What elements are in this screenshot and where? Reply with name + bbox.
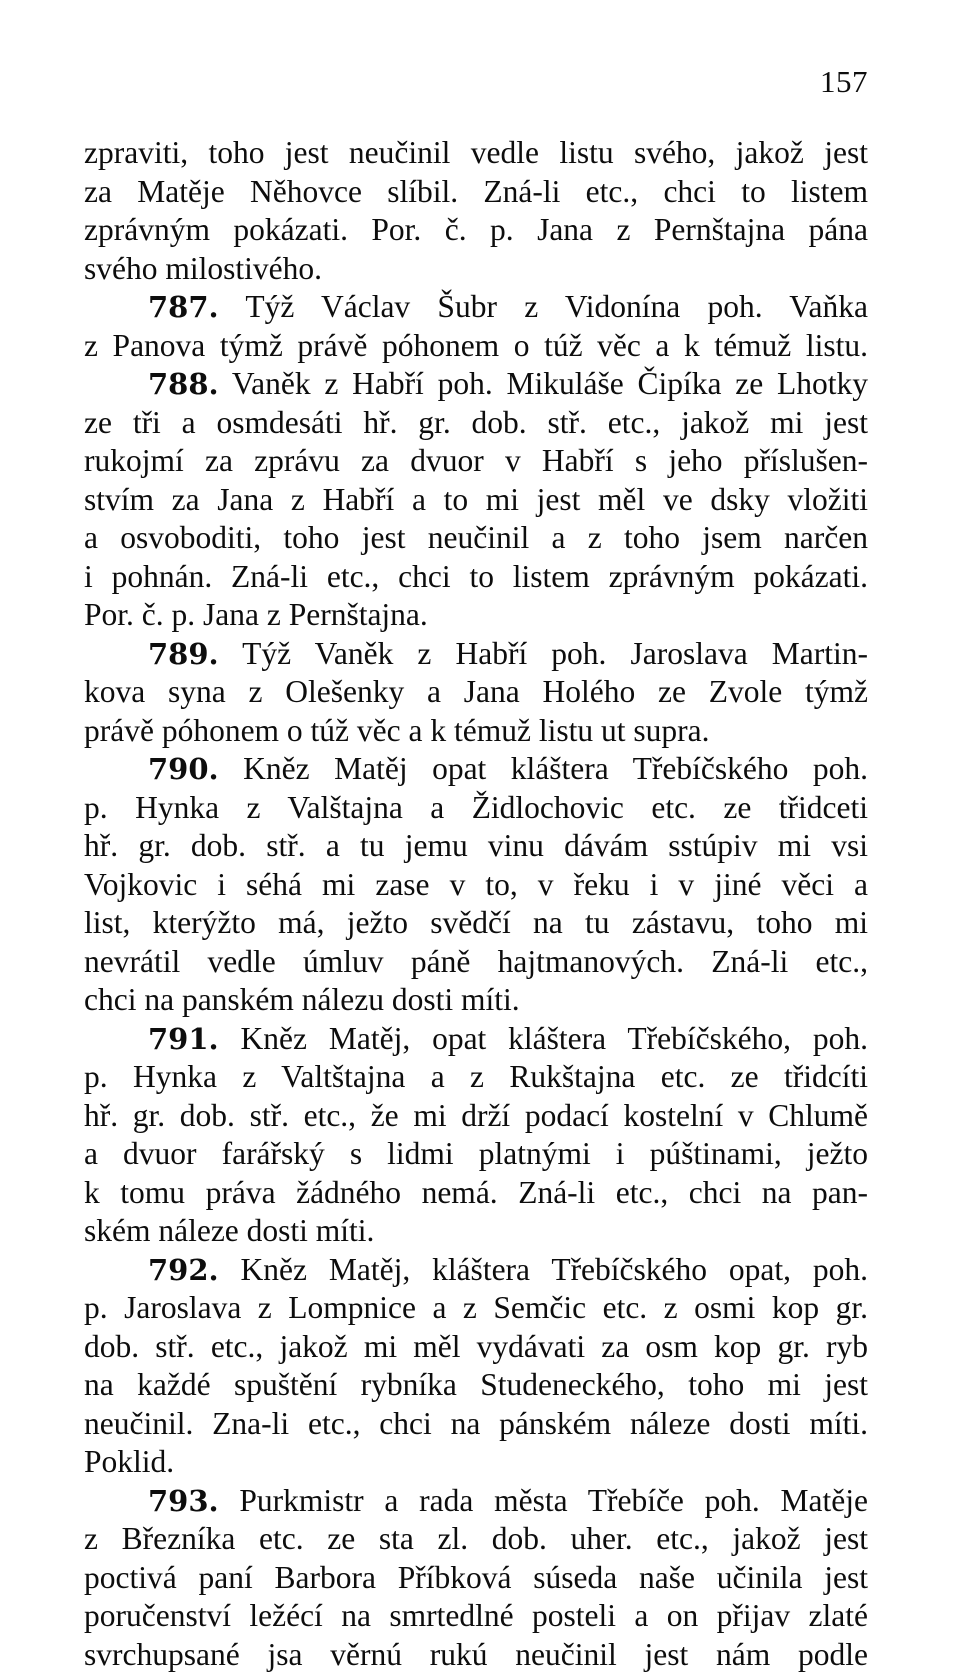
line-text: Vaněk z Habří poh. Mikuláše Čipíka ze Lhotky <box>219 366 868 401</box>
line-text: Týž Vaněk z Habří poh. Jaroslava Martin- <box>219 636 868 671</box>
text-line <box>84 1443 868 1482</box>
text-line <box>84 327 868 366</box>
text-line <box>84 1405 868 1444</box>
text-line <box>84 1559 868 1598</box>
text-line <box>84 558 868 597</box>
line-text: Vojkovic i séhá mi zase v to, v řeku i v jiné věci a <box>84 867 868 902</box>
line-text: z Panova týmž právě póhonem o túž věc a k témuž listu. <box>84 328 868 363</box>
line-text: i pohnán. Zná-li etc., chci to listem zprávným pokázati. <box>84 559 868 594</box>
entry-number: 792. <box>148 1253 219 1287</box>
line-text: Por. č. p. Jana z Pernštajna. <box>84 597 428 632</box>
line-text: právě póhonem o túž věc a k témuž listu ut supra. <box>84 713 709 748</box>
text-line <box>84 519 868 558</box>
line-text: Kněz Matěj opat kláštera Třebíčského poh. <box>219 751 868 786</box>
body-text <box>84 134 868 1674</box>
line-text: Kněz Matěj, kláštera Třebíčského opat, poh. <box>219 1252 868 1287</box>
line-text: p. Jaroslava z Lompnice a z Semčic etc. z osmi kop gr. <box>84 1290 868 1325</box>
line-text: zpraviti, toho jest neučinil vedle listu svého, jakož jest <box>84 135 868 170</box>
entry-number: 790. <box>148 752 219 786</box>
text-line <box>84 712 868 751</box>
line-text: svrchupsané jsa věrnú rukú neučinil jest nám podle <box>84 1637 868 1672</box>
line-text: poručenství ležécí na smrtedlné posteli a on přijav zlaté <box>84 1598 868 1633</box>
line-text: svého milostivého. <box>84 251 322 286</box>
line-text: k tomu práva žádného nemá. Zná-li etc., chci na pan- <box>84 1175 868 1210</box>
line-text: Týž Václav Šubr z Vidonína poh. Vaňka <box>219 289 868 324</box>
line-text: rukojmí za zprávu za dvuor v Habří s jeho příslušen- <box>84 443 868 478</box>
entry-number: 787. <box>148 290 219 324</box>
text-line <box>84 1251 868 1290</box>
line-text: nevrátil vedle úmluv páně hajtmanových. Zná-li etc., <box>84 944 868 979</box>
entry-number: 788. <box>148 367 219 401</box>
text-line <box>84 288 868 327</box>
entry-number: 791. <box>148 1022 219 1056</box>
line-text: a osvoboditi, toho jest neučinil a z toho jsem narčen <box>84 520 868 555</box>
text-line <box>84 1328 868 1367</box>
line-text: z Březníka etc. ze sta zl. dob. uher. etc., jakož jest <box>84 1521 868 1556</box>
text-line <box>84 1597 868 1636</box>
line-text: stvím za Jana z Habří a to mi jest měl ve dsky vložiti <box>84 482 868 517</box>
text-line <box>84 827 868 866</box>
text-line <box>84 789 868 828</box>
line-text: zprávným pokázati. Por. č. p. Jana z Pernštajna pána <box>84 212 868 247</box>
text-line <box>84 1366 868 1405</box>
line-text: ském náleze dosti míti. <box>84 1213 374 1248</box>
text-line <box>84 635 868 674</box>
text-line <box>84 1520 868 1559</box>
line-text: kova syna z Olešenky a Jana Holého ze Zvole týmž <box>84 674 868 709</box>
text-line <box>84 1058 868 1097</box>
entry-number: 789. <box>148 637 219 671</box>
text-line <box>84 866 868 905</box>
line-text: neučinil. Zna-li etc., chci na pánském náleze dosti míti. <box>84 1406 868 1441</box>
text-line <box>84 904 868 943</box>
line-text: hř. gr. dob. stř. a tu jemu vinu dávám sstúpiv mi vsi <box>84 828 868 863</box>
text-line <box>84 1135 868 1174</box>
text-line <box>84 943 868 982</box>
line-text: a dvuor farářský s lidmi platnými i púštinami, ježto <box>84 1136 868 1171</box>
line-text: list, kterýžto má, ježto svědčí na tu zástavu, toho mi <box>84 905 868 940</box>
line-text: poctivá paní Barbora Příbková súseda naše učinila jest <box>84 1560 868 1595</box>
text-line <box>84 134 868 173</box>
text-line <box>84 1097 868 1136</box>
text-line <box>84 442 868 481</box>
text-line <box>84 365 868 404</box>
line-text: Poklid. <box>84 1444 174 1479</box>
text-line <box>84 673 868 712</box>
text-line <box>84 1289 868 1328</box>
text-line <box>84 1174 868 1213</box>
line-text: za Matěje Něhovce slíbil. Zná-li etc., chci to listem <box>84 174 868 209</box>
entry-number: 793. <box>148 1484 219 1518</box>
text-line <box>84 750 868 789</box>
text-line <box>84 596 868 635</box>
line-text: Purkmistr a rada města Třebíče poh. Matěje <box>219 1483 868 1518</box>
page-number: 157 <box>820 64 868 100</box>
text-line <box>84 1636 868 1674</box>
text-line <box>84 211 868 250</box>
text-line <box>84 404 868 443</box>
line-text: chci na panském nálezu dosti míti. <box>84 982 520 1017</box>
line-text: na každé spuštění rybníka Studeneckého, toho mi jest <box>84 1367 868 1402</box>
text-line <box>84 1020 868 1059</box>
text-line <box>84 250 868 289</box>
line-text: Kněz Matěj, opat kláštera Třebíčského, poh. <box>219 1021 868 1056</box>
line-text: p. Hynka z Valštajna a Židlochovic etc. ze třidceti <box>84 790 868 825</box>
text-line <box>84 1212 868 1251</box>
line-text: hř. gr. dob. stř. etc., že mi drží podací kostelní v Chlumě <box>84 1098 868 1133</box>
line-text: dob. stř. etc., jakož mi měl vydávati za osm kop gr. ryb <box>84 1329 868 1364</box>
line-text: ze tři a osmdesáti hř. gr. dob. stř. etc., jakož mi jest <box>84 405 868 440</box>
text-line <box>84 173 868 212</box>
text-line <box>84 1482 868 1521</box>
text-line <box>84 481 868 520</box>
line-text: p. Hynka z Valtštajna a z Rukštajna etc. ze třidcíti <box>84 1059 868 1094</box>
text-line <box>84 981 868 1020</box>
